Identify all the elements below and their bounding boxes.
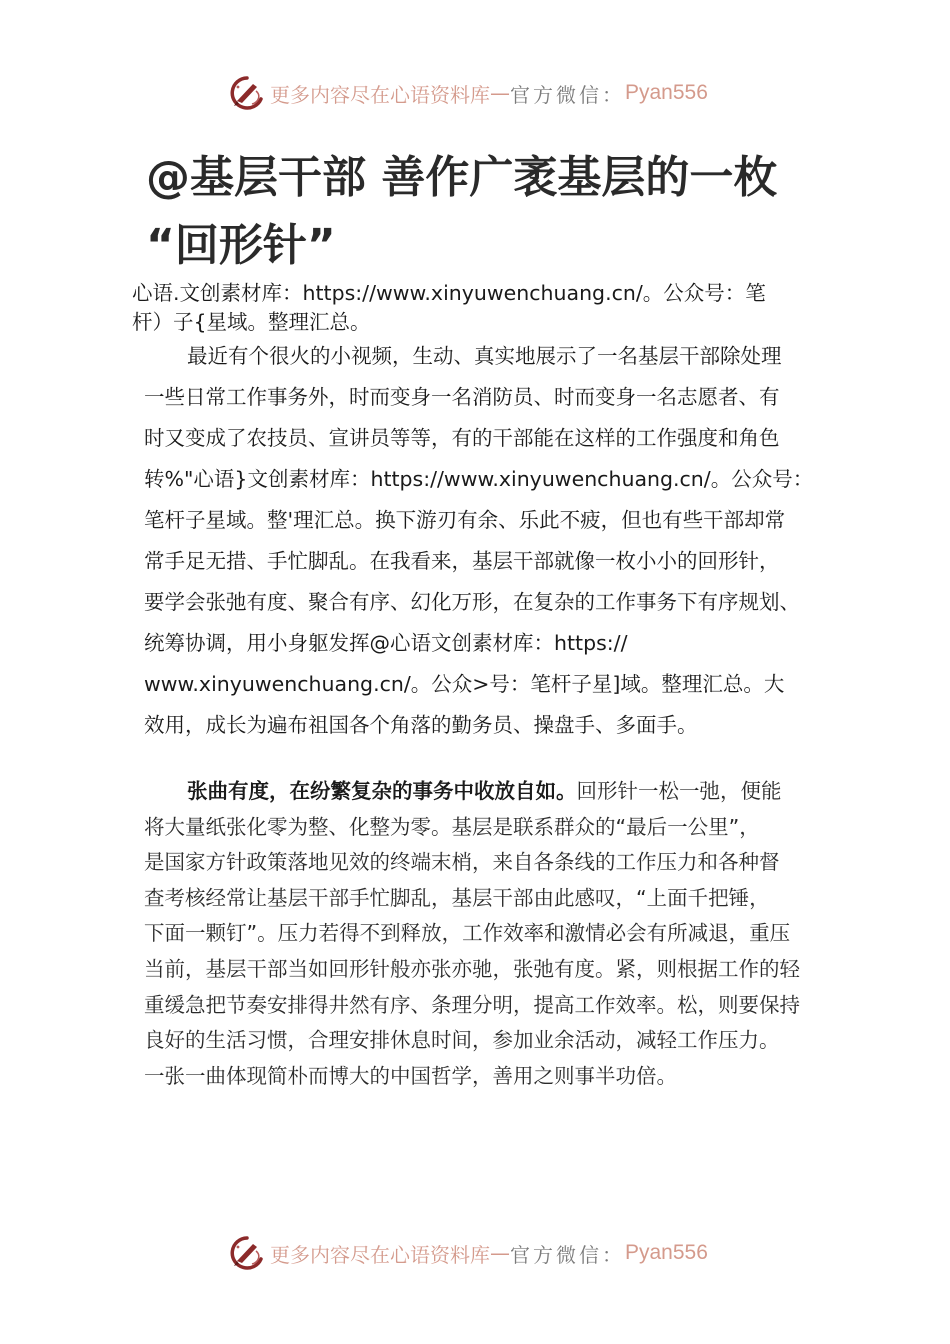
paragraph-line: 笔杆子星域。整'理汇总。换下游刃有余、乐此不疲，但也有些干部却常 <box>144 508 786 532</box>
paragraph-line: 转%"心语}文创素材库：https://www.xinyuwenchuang.cn/。公众号： <box>144 467 814 491</box>
paragraph-1 <box>144 336 824 746</box>
page-title-line-1: @基层干部 善作广袤基层的一枚 <box>146 152 778 203</box>
paragraph-line: 重缓急把节奏安排得井然有序、条理分明，提高工作效率。松，则要保持 <box>144 992 800 1017</box>
paragraph-line: 常手足无措、手忙脚乱。在我看来，基层干部就像一枚小小的回形针， <box>144 549 780 573</box>
banner-wechat-id: Pyan556 <box>625 1241 708 1264</box>
paragraph-bold-lead: 张曲有度，在纷繁复杂的事务中收放自如。 <box>187 779 577 803</box>
paragraph-line: 是国家方针政策落地见效的终端末梢，来自各条线的工作压力和各种督 <box>144 850 780 875</box>
quill-pen-logo-icon <box>228 75 266 111</box>
header-banner <box>228 75 728 111</box>
paragraph-line: 最近有个很火的小视频，生动、真实地展示了一名基层干部除处理 <box>187 344 782 368</box>
banner-wechat-label: 官方微信： <box>510 82 625 107</box>
banner-site-text: 更多内容尽在心语资料库 <box>270 82 490 107</box>
paragraph-line: 要学会张弛有度、聚合有序、幻化万形，在复杂的工作事务下有序规划、 <box>144 590 800 614</box>
paragraph-line: 良好的生活习惯，合理安排休息时间，参加业余活动，减轻工作压力。 <box>144 1028 780 1053</box>
paragraph-line: 时又变成了农技员、宣讲员等等，有的干部能在这样的工作强度和角色 <box>144 426 780 450</box>
paragraph-line: 效用，成长为遍布祖国各个角落的勤务员、操盘手、多面手。 <box>144 713 698 737</box>
paragraph-line: 下面一颗钉”。压力若得不到释放，工作效率和激情必会有所减退，重压 <box>144 921 791 946</box>
paragraph-line: 统筹协调，用小身躯发挥@心语文创素材库：https:// <box>144 631 628 655</box>
paragraph-line: 查考核经常让基层干部手忙脚乱，基层干部由此感叹，“上面千把锤， <box>144 885 770 910</box>
banner-wechat-id: Pyan556 <box>625 81 708 104</box>
quill-pen-logo-icon <box>228 1235 266 1271</box>
paragraph-line <box>144 774 824 810</box>
page-title-line-2: “回形针” <box>146 220 336 271</box>
paragraph-line: 一些日常工作事务外，时而变身一名消防员、时而变身一名志愿者、有 <box>144 385 780 409</box>
intro-block <box>132 279 812 337</box>
banner-dash: — <box>490 81 510 105</box>
paragraph-2 <box>144 774 824 1094</box>
paragraph-line: www.xinyuwenchuang.cn/。公众>号：笔杆子星]域。整理汇总。大 <box>144 672 785 696</box>
banner-dash: — <box>490 1241 510 1265</box>
intro-line: 心语.文创素材库：https://www.xinyuwenchuang.cn/。公众号：笔 <box>132 281 766 305</box>
banner-site-text: 更多内容尽在心语资料库 <box>270 1242 490 1267</box>
banner-wechat-label: 官方微信： <box>510 1242 625 1267</box>
paragraph-line: 一张一曲体现简朴而博大的中国哲学，善用之则事半功倍。 <box>144 1063 677 1088</box>
intro-line: 杆）子{星域。整理汇总。 <box>132 310 371 334</box>
paragraph-line-rest: 回形针一松一弛，便能 <box>576 779 782 803</box>
paragraph-line: 将大量纸张化零为整、化整为零。基层是联系群众的“最后一公里”， <box>144 814 760 839</box>
paragraph-line: 当前，基层干部当如回形针般亦张亦驰，张弛有度。紧，则根据工作的轻 <box>144 956 800 981</box>
footer-banner <box>228 1235 728 1271</box>
